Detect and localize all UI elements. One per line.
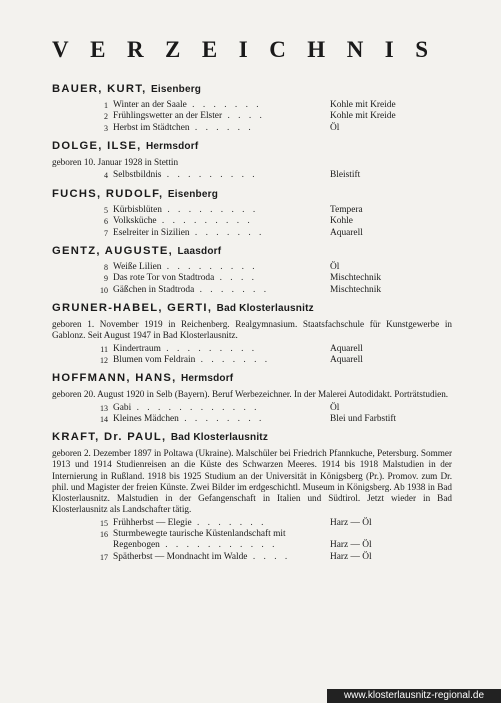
work-item <box>52 123 452 134</box>
work-title-line: Weiße Lilien . . . . . . . . . <box>113 261 258 272</box>
work-number: 17 <box>100 552 108 562</box>
artist-heading <box>52 82 452 97</box>
work-item <box>52 414 452 425</box>
work-item <box>52 111 452 122</box>
artist-name: FUCHS, RUDOLF, <box>52 187 164 200</box>
work-title: Weiße Lilien <box>113 261 162 272</box>
work-medium: Bleistift <box>330 170 361 181</box>
work-title: Eselreiter in Sizilien <box>113 227 190 238</box>
work-title-line: Kürbisblüten . . . . . . . . . <box>113 204 259 215</box>
artist-name: GENTZ, AUGUSTE, <box>52 244 174 257</box>
work-medium: Harz — Öl <box>330 517 372 528</box>
work-title-line <box>113 529 286 540</box>
work-medium: Öl <box>330 122 340 133</box>
work-number: 1 <box>104 101 108 110</box>
work-medium: Öl <box>330 261 340 272</box>
page-title: VERZEICHNIS <box>52 37 450 62</box>
artist-name: GRUNER-HABEL, GERTI, <box>52 302 213 315</box>
work-number: 9 <box>104 274 108 284</box>
work-title: Spätherbst — Mondnacht im Walde <box>113 551 248 562</box>
work-item <box>52 100 452 111</box>
artist-heading <box>52 301 452 316</box>
work-item <box>52 262 452 273</box>
work-title: Selbstbildnis <box>113 170 162 181</box>
artist-name: DOLGE, ILSE, <box>52 140 142 153</box>
work-title-line: Eselreiter in Sizilien . . . . . . . <box>113 227 265 238</box>
work-title-line: Gäßchen in Stadtroda . . . . . . . <box>113 284 270 295</box>
work-title-line: Regenbogen . . . . . . . . . . . <box>113 540 278 551</box>
work-title: Das rote Tor von Stadtroda <box>113 273 215 284</box>
work-medium: Aquarell <box>330 343 363 354</box>
work-number: 16 <box>100 529 108 539</box>
work-medium: Blei und Farbstift <box>330 413 397 424</box>
work-item <box>52 552 452 563</box>
artist-bio: geboren 1. November 1919 in Reichenberg. Realgymnasium. Staatsfachschule für Kunstgewerbe in Gablonz. Seit August 1947 in Bad Klosterlausnitz. <box>52 319 452 341</box>
artist-heading <box>52 244 452 259</box>
work-medium: Tempera <box>330 204 363 215</box>
work-number: 5 <box>104 205 108 215</box>
work-number: 11 <box>100 344 108 354</box>
work-title: Gabi <box>113 402 132 413</box>
artist-entry <box>52 371 452 425</box>
work-title: Kleines Mädchen <box>113 413 179 424</box>
work-title-line: Frühherbst — Elegie . . . . . . . <box>113 517 267 528</box>
work-medium: Kohle mit Kreide <box>330 111 396 122</box>
work-title-line: Blumen vom Feldrain . . . . . . . <box>113 354 271 365</box>
work-medium: Harz — Öl <box>330 551 372 562</box>
artist-location: Hermsdorf <box>180 373 234 385</box>
work-number: 12 <box>100 355 108 365</box>
work-item <box>52 518 452 529</box>
work-number: 3 <box>104 123 108 133</box>
artist-name: KRAFT, Dr. PAUL, <box>52 431 167 444</box>
work-title: Winter an der Saale <box>113 100 187 110</box>
artist-bio: geboren 2. Dezember 1897 in Poltawa (Ukraine). Malschüler bei Friedrich Pfannkuche, Petersburg. Sommer 1913 und 1914 Studienreisen an die Küste des Schwarzen Meeres. 1914 bis 1918 Malstudien in der Internierung in Rußland. 1918 bis 1925 Studium an der Universität in Königsberg (Pr.). Promov. zum Dr. phil. und Magister der freien Künste. Zwei Bilder im erdgeschichtl. Museum in Königsberg. Ab 1938 in Bad Klosterlausnitz. Malstudien in der Gefangenschaft in Italien und Südtirol. Jetzt wieder in Bad Klosterlausnitz als Landschafter tätig. <box>52 448 452 515</box>
work-medium: Öl <box>330 402 340 413</box>
work-medium: Aquarell <box>330 227 363 238</box>
work-medium: Mischtechnik <box>330 284 382 295</box>
catalog-list <box>52 82 452 568</box>
work-title-line: Gabi . . . . . . . . . . . . <box>113 402 260 413</box>
website-link[interactable]: www.klosterlausnitz-regional.de <box>327 689 501 703</box>
work-title-line: Volksküche . . . . . . . . . <box>113 216 253 227</box>
work-title-line: Spätherbst — Mondnacht im Walde . . . . <box>113 551 291 562</box>
artist-bio: geboren 10. Januar 1928 in Stettin <box>52 157 179 168</box>
work-medium: Kohle mit Kreide <box>330 100 396 110</box>
work-item <box>52 216 452 227</box>
work-item <box>52 170 452 181</box>
work-title: Kindertraum <box>113 343 161 354</box>
artist-location: Hermsdorf <box>146 141 199 153</box>
artist-heading <box>52 139 452 154</box>
work-medium: Harz — Öl <box>330 540 372 551</box>
artist-heading <box>52 371 452 386</box>
work-number: 13 <box>100 403 108 413</box>
artist-location: Eisenberg <box>150 84 202 95</box>
work-title-line: Kindertraum . . . . . . . . . <box>113 343 258 354</box>
artist-entry <box>52 244 452 296</box>
work-item <box>52 540 452 551</box>
work-number: 7 <box>104 228 108 238</box>
work-item <box>52 403 452 414</box>
artist-location: Bad Klosterlausnitz <box>170 432 269 444</box>
work-title-line: Winter an der Saale . . . . . . . <box>113 100 262 110</box>
work-title: Gäßchen in Stadtroda <box>113 284 195 295</box>
work-title-line: Das rote Tor von Stadtroda . . . . <box>113 273 257 284</box>
work-number: 15 <box>100 518 108 528</box>
work-number: 8 <box>104 262 108 272</box>
work-medium: Kohle <box>330 216 353 227</box>
work-item <box>52 273 452 284</box>
artist-heading <box>52 187 452 202</box>
artist-entry <box>52 139 452 182</box>
work-title-line: Frühlingswetter an der Elster . . . . <box>113 111 265 122</box>
work-title-line: Kleines Mädchen . . . . . . . . <box>113 413 265 424</box>
work-title-line: Herbst im Städtchen . . . . . . <box>113 122 254 133</box>
artist-bio: geboren 20. August 1920 in Selb (Bayern). Beruf Werbezeichner. In der Malerei Autodidakt. Porträtstudien. <box>52 389 449 400</box>
artist-name: BAUER, KURT, <box>52 83 147 95</box>
artist-heading <box>52 430 452 445</box>
work-title: Sturmbewegte taurische Küstenlandschaft mit <box>113 528 286 539</box>
work-number: 6 <box>104 217 108 227</box>
work-title: Blumen vom Feldrain <box>113 354 196 365</box>
work-title: Frühherbst — Elegie <box>113 517 192 528</box>
artist-location: Eisenberg <box>167 188 219 200</box>
artist-entry <box>52 430 452 563</box>
artist-location: Laasdorf <box>177 245 222 257</box>
work-medium: Mischtechnik <box>330 273 382 284</box>
artist-name: HOFFMANN, HANS, <box>52 372 177 385</box>
work-title: Kürbisblüten <box>113 204 162 215</box>
work-medium: Aquarell <box>330 354 363 365</box>
work-title-line: Selbstbildnis . . . . . . . . . <box>113 170 258 181</box>
work-title: Volksküche <box>113 216 157 227</box>
work-item <box>52 228 452 239</box>
work-number: 10 <box>100 285 108 295</box>
work-title: Frühlingswetter an der Elster <box>113 111 223 122</box>
artist-location: Bad Klosterlausnitz <box>216 303 314 315</box>
artist-entry <box>52 82 452 134</box>
work-item <box>52 344 452 355</box>
work-title: Herbst im Städtchen <box>113 122 190 133</box>
work-number: 2 <box>104 112 108 122</box>
work-item <box>52 285 452 296</box>
work-item <box>52 355 452 366</box>
artist-entry <box>52 301 452 366</box>
work-number: 14 <box>100 414 108 424</box>
work-title: Regenbogen <box>113 540 160 551</box>
work-item <box>52 205 452 216</box>
artist-entry <box>52 187 452 239</box>
work-item <box>52 529 452 540</box>
work-number: 4 <box>104 171 108 181</box>
